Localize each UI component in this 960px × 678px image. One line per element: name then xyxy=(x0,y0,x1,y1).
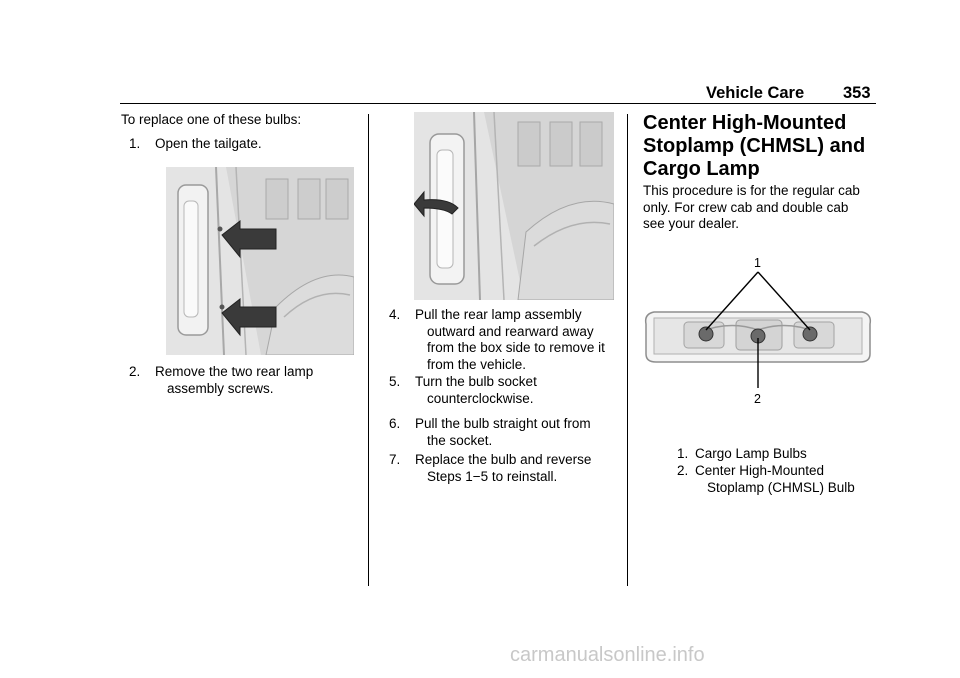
step-number: 7. xyxy=(389,452,401,467)
legend-item-1 xyxy=(677,446,877,463)
section-heading xyxy=(643,112,883,181)
step-1 xyxy=(129,136,359,153)
lamp-removal-illustration xyxy=(414,112,614,300)
step-text-line: the socket. xyxy=(427,432,493,448)
callout-1: 1 xyxy=(754,256,761,270)
legend-item-2 xyxy=(677,463,877,496)
step-text-line: Remove the two rear lamp xyxy=(155,364,314,379)
step-text-line: outward and rearward away xyxy=(427,323,594,339)
site-watermark: carmanualsonline.info xyxy=(510,644,705,666)
intro-text: To replace one of these bulbs: xyxy=(121,112,302,127)
step-text-line: from the vehicle. xyxy=(427,356,527,372)
chmsl-figure xyxy=(640,254,876,410)
step-text-line: counterclockwise. xyxy=(427,390,534,406)
heading-line: Stoplamp (CHMSL) and xyxy=(643,135,866,157)
paragraph-line: This procedure is for the regular cab xyxy=(643,183,860,198)
header-rule xyxy=(120,103,876,104)
step-number: 5. xyxy=(389,374,401,389)
tailgate-screws-illustration xyxy=(166,167,354,355)
page-number: 353 xyxy=(843,84,871,102)
step-text-line: Replace the bulb and reverse xyxy=(415,452,592,467)
callout-2: 2 xyxy=(754,392,761,406)
chmsl-illustration xyxy=(640,254,876,410)
paragraph-line: only. For crew cab and double cab xyxy=(643,199,849,215)
legend-text-line: Stoplamp (CHMSL) Bulb xyxy=(707,479,855,495)
heading-line: Cargo Lamp xyxy=(643,158,760,180)
section-title: Vehicle Care xyxy=(706,84,805,102)
step-2 xyxy=(129,364,359,397)
step-number: 1. xyxy=(129,136,141,151)
step-text-line: Pull the rear lamp assembly xyxy=(415,307,582,322)
step-text: Open the tailgate. xyxy=(155,136,262,151)
step-4 xyxy=(389,307,621,373)
legend-number: 2. xyxy=(677,463,689,478)
legend-text: Cargo Lamp Bulbs xyxy=(695,446,807,461)
step-5 xyxy=(389,374,621,407)
step-text-line: from the box side to remove it xyxy=(427,340,605,355)
heading-line: Center High-Mounted xyxy=(643,112,847,134)
paragraph-line: see your dealer. xyxy=(643,216,740,231)
step-6 xyxy=(389,416,621,449)
step-number: 4. xyxy=(389,307,401,322)
step-text-line: Turn the bulb socket xyxy=(415,374,537,389)
legend-text-line: Center High-Mounted xyxy=(695,463,825,478)
lamp-removal-figure xyxy=(414,112,614,300)
step-number: 6. xyxy=(389,416,401,431)
step-text-line: Pull the bulb straight out from xyxy=(415,416,591,431)
tailgate-screws-figure xyxy=(166,167,354,355)
column-divider-2 xyxy=(627,114,628,586)
step-7 xyxy=(389,452,621,485)
column-divider-1 xyxy=(368,114,369,586)
procedure-paragraph xyxy=(643,183,883,233)
step-number: 2. xyxy=(129,364,141,379)
legend-number: 1. xyxy=(677,446,689,461)
step-text-line: Steps 1−5 to reinstall. xyxy=(427,468,558,484)
step-text-line: assembly screws. xyxy=(167,380,274,396)
